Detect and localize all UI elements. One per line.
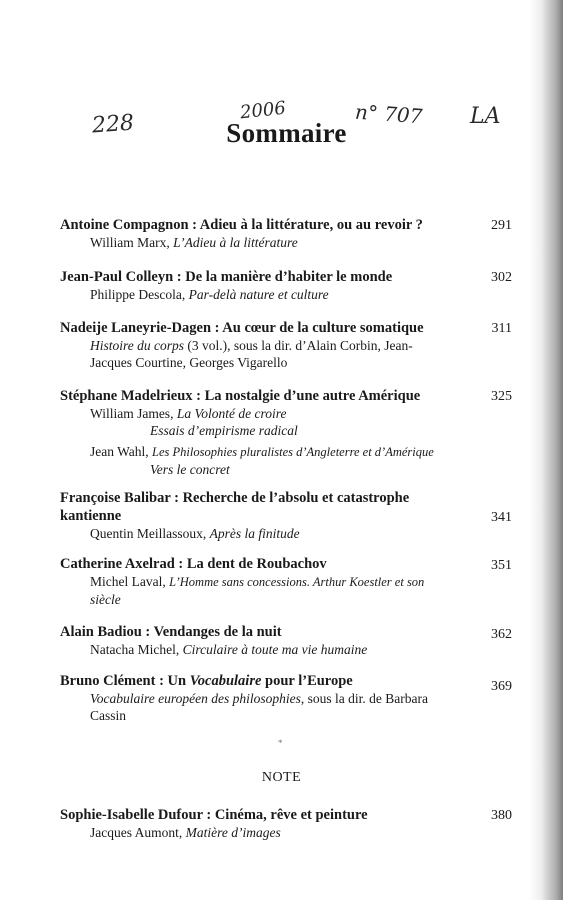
reference-title: siècle [90,592,121,607]
reference-title: Histoire du corps [90,338,184,353]
toc-entry [60,623,470,658]
entry-reference [60,422,470,439]
entry-reference [60,443,470,461]
entry-heading: Alain Badiou : Vendanges de la nuit [60,624,282,640]
handwritten-issue: n° 707 [354,99,424,129]
entry-heading: Antoine Compagnon : Adieu à la littérature, ou au revoir ? [60,217,423,233]
entry-reference [60,354,470,371]
reference-author: Jean Wahl, [90,444,153,459]
entry-heading: Françoise Balibar : Recherche de l’absolu et catastrophe [60,490,410,506]
toc-entry-note [60,806,470,841]
toc-entry [60,555,470,608]
entry-heading: Sophie-Isabelle Dufour : Cinéma, rêve et peinture [60,807,368,823]
entry-reference [60,234,470,251]
reference-title: Vers le concret [150,462,230,477]
toc-entry [60,387,470,478]
page-number: 362 [491,627,512,642]
reference-author: Cassin [90,708,127,723]
entry-reference [60,337,470,354]
entry-heading [60,672,470,690]
reference-title: Circulaire à toute ma vie humaine [182,642,368,657]
entry-reference [60,286,470,303]
page-number: 325 [491,389,512,404]
entry-reference [60,405,470,422]
page-number: 302 [491,270,512,285]
toc-entry [60,489,470,542]
page-number: 351 [491,558,512,573]
reference-title: Vocabulaire européen des philosophies [90,691,301,706]
reference-title: Essais d’empirisme radical [150,423,298,438]
handwritten-number: 228 [91,110,135,139]
toc-entry [60,216,470,251]
entry-heading: Nadeije Laneyrie-Dagen : Au cœur de la culture somatique [60,320,424,336]
reference-author: William James, [90,406,177,421]
page-title-text: Sommaire [226,118,347,148]
reference-author: Philippe Descola, [90,287,189,302]
reference-title: Les Philosophies pluralistes d’Angleterre et d’Amérique [152,445,434,459]
reference-title: La Volonté de croire [176,406,287,421]
entry-reference [60,641,470,658]
handwritten-year: 2006 [239,97,287,124]
reference-author: Jacques Aumont, [90,825,186,840]
reference-title: Par-delà nature et culture [188,287,329,302]
toc-entry [60,268,470,303]
heading-part-italic: Vocabulaire [189,673,262,689]
page-number: 311 [491,321,512,336]
reference-title: L’Homme sans concessions. Arthur Koestler et son [169,575,425,589]
reference-author: , sous la dir. de Barbara [300,691,428,706]
entry-reference [60,824,470,841]
reference-author: Jacques Courtine, Georges Vigarello [90,355,288,370]
separator-star: * [278,738,283,748]
page-number: 291 [491,218,512,233]
reference-title: L’Adieu à la littérature [173,235,298,250]
reference-author: Natacha Michel, [90,642,183,657]
entry-reference [60,707,470,724]
entry-heading-continued: kantienne [60,508,122,524]
note-heading: NOTE [261,770,302,785]
page-number: 369 [491,679,512,694]
reference-author: Quentin Meillassoux, [90,526,210,541]
reference-author: (3 vol.), sous la dir. d’Alain Corbin, Jean- [184,338,413,353]
page-number: 380 [491,808,512,823]
reference-title: Après la finitude [209,526,300,541]
reference-title: Matière d’images [185,825,281,840]
entry-heading: Jean-Paul Colleyn : De la manière d’habiter le monde [60,269,393,285]
handwritten-initials: LA [470,104,501,129]
page-title [0,118,563,149]
heading-part: Bruno Clément : Un [60,673,190,689]
heading-part: pour l’Europe [261,673,353,689]
entry-reference [60,690,470,707]
entry-heading: Catherine Axelrad : La dent de Roubachov [60,556,327,572]
reference-author: Michel Laval, [90,574,170,589]
entry-reference [60,525,470,542]
entry-reference [60,573,470,591]
page-number: 341 [491,510,512,525]
entry-reference [60,591,470,608]
entry-reference [60,461,470,478]
toc-entry [60,672,470,724]
reference-author: William Marx, [90,235,174,250]
toc-entry [60,319,470,371]
entry-heading: Stéphane Madelrieux : La nostalgie d’une autre Amérique [60,388,421,404]
